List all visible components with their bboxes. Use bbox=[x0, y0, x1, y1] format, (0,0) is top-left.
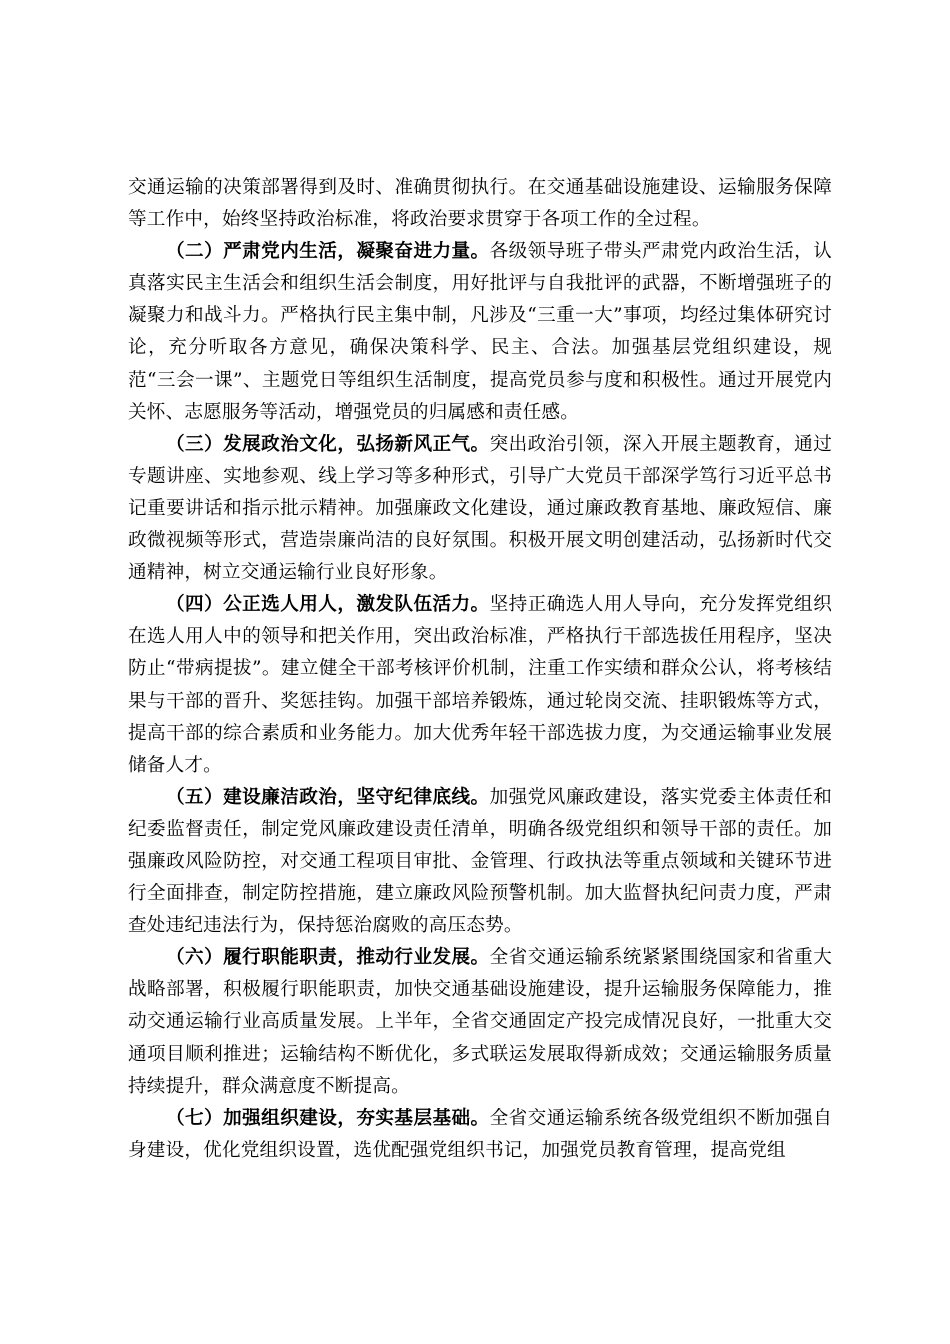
section-4-text: 坚持正确选人用人导向，充分发挥党组织在选人用人中的领导和把关作用，突出政治标准，严格执行干部选拔任用程序，坚决防止“带病提拔”。建立健全干部考核评价机制，注重工作实绩和群众公认，将考核结果与干部的晋升、奖惩挂钩。加强干部培养锻炼，通过轮岗交流、挂职锻炼等方式，提高干部的综合素质和业务能力。加大优秀年轻干部选拔力度，为交通运输事业发展储备人才。 bbox=[128, 594, 832, 776]
section-2-paragraph bbox=[128, 236, 832, 429]
document-page bbox=[128, 172, 832, 1167]
section-6-paragraph bbox=[128, 942, 832, 1102]
section-6-heading: （六）履行职能职责，推动行业发展。 bbox=[166, 947, 490, 969]
section-7-text: 全省交通运输系统各级党组织不断加强自身建设，优化党组织设置，选优配强党组织书记，加强党员教育管理，提高党组 bbox=[128, 1107, 832, 1161]
section-3-paragraph bbox=[128, 429, 832, 589]
section-4-paragraph bbox=[128, 589, 832, 782]
paragraph-text: 交通运输的决策部署得到及时、准确贯彻执行。在交通基础设施建设、运输服务保障等工作中，始终坚持政治标准，将政治要求贯穿于各项工作的全过程。 bbox=[128, 177, 832, 231]
section-2-heading: （二）严肃党内生活，凝聚奋进力量。 bbox=[166, 241, 490, 263]
section-3-heading: （三）发展政治文化，弘扬新风正气。 bbox=[166, 433, 490, 455]
paragraph-continuation bbox=[128, 172, 832, 236]
section-4-heading: （四）公正选人用人，激发队伍活力。 bbox=[166, 594, 490, 616]
section-6-text: 全省交通运输系统紧紧围绕国家和省重大战略部署，积极履行职能职责，加快交通基础设施建设，提升运输服务保障能力，推动交通运输行业高质量发展。上半年，全省交通固定产投完成情况良好，一批重大交通项目顺利推进；运输结构不断优化，多式联运发展取得新成效；交通运输服务质量持续提升，群众满意度不断提高。 bbox=[128, 947, 832, 1097]
section-3-text: 突出政治引领，深入开展主题教育，通过专题讲座、实地参观、线上学习等多种形式，引导广大党员干部深学笃行习近平总书记重要讲话和指示批示精神。加强廉政文化建设，通过廉政教育基地、廉政短信、廉政微视频等形式，营造崇廉尚洁的良好氛围。积极开展文明创建活动，弘扬新时代交通精神，树立交通运输行业良好形象。 bbox=[128, 433, 832, 584]
section-2-text: 各级领导班子带头严肃党内政治生活，认真落实民主生活会和组织生活会制度，用好批评与自我批评的武器，不断增强班子的凝聚力和战斗力。严格执行民主集中制，凡涉及“三重一大”事项，均经过集体研究讨论，充分听取各方意见，确保决策科学、民主、合法。加强基层党组织建设，规范“三会一课”、主题党日等组织生活制度，提高党员参与度和积极性。通过开展党内关怀、志愿服务等活动，增强党员的归属感和责任感。 bbox=[128, 241, 832, 423]
section-5-heading: （五）建设廉洁政治，坚守纪律底线。 bbox=[166, 786, 490, 808]
section-5-text: 加强党风廉政建设，落实党委主体责任和纪委监督责任，制定党风廉政建设责任清单，明确各级党组织和领导干部的责任。加强廉政风险防控，对交通工程项目审批、金管理、行政执法等重点领域和关键环节进行全面排查，制定防控措施，建立廉政风险预警机制。加大监督执纪问责力度，严肃查处违纪违法行为，保持惩治腐败的高压态势。 bbox=[128, 786, 832, 937]
section-7-heading: （七）加强组织建设，夯实基层基础。 bbox=[166, 1107, 490, 1129]
section-5-paragraph bbox=[128, 782, 832, 942]
section-7-paragraph bbox=[128, 1103, 832, 1167]
